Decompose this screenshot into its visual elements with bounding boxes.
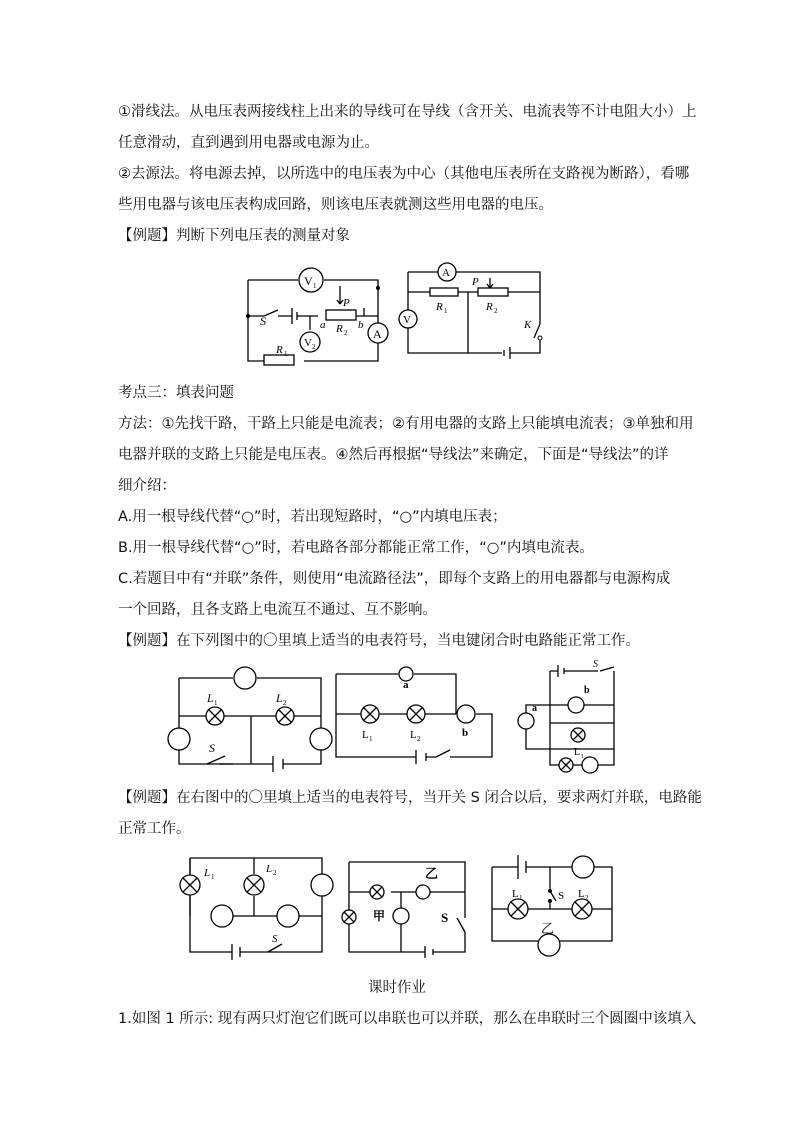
- v1-label: V: [304, 274, 313, 288]
- svg-text:L: L: [276, 691, 283, 705]
- svg-text:P: P: [343, 297, 350, 309]
- text-line-3: ②去源法。将电源去掉，以所选中的电压表为中心（其他电压表所在支路视为断路），看哪: [118, 166, 690, 182]
- text-line-2: 任意滑动，直到遇到用电器或电源为止。: [118, 135, 379, 151]
- svg-text:L: L: [266, 863, 273, 875]
- circuit-figure-3: [175, 664, 325, 774]
- svg-text:1: 1: [519, 894, 523, 902]
- homework-heading: 课时作业: [368, 980, 426, 996]
- method-c: C.若题目中有“并联”条件，则使用“电流路径法”，即每个支路上的用电器都与电源构成: [118, 571, 671, 587]
- circuit-figure-5: [516, 659, 616, 775]
- svg-text:2: 2: [344, 329, 348, 337]
- method-b: B.用一根导线代替“○”时，若电路各部分都能正常工作，“○”内填电流表。: [118, 540, 594, 556]
- circuit-figure-1: [240, 266, 390, 366]
- circuit-figure-2: [400, 266, 545, 358]
- svg-text:a: a: [320, 319, 326, 331]
- svg-text:V: V: [304, 337, 312, 349]
- svg-text:1: 1: [313, 282, 317, 290]
- svg-text:S: S: [593, 659, 598, 670]
- svg-text:乙: 乙: [541, 921, 555, 936]
- text-line-13: 一个回路，且各支路上电流互不通过、互不影响。: [118, 602, 437, 618]
- section-heading: 考点三：填表问题: [118, 385, 234, 401]
- svg-text:b: b: [462, 727, 469, 739]
- svg-text:乙: 乙: [425, 866, 439, 881]
- svg-text:A: A: [442, 267, 450, 279]
- text-line-1: ①滑线法。从电压表两接线柱上出来的导线可在导线（含开关、电流表等不计电阻大小）上: [118, 104, 697, 120]
- text-line-4: 些用电器与该电压表构成回路，则该电压表就测这些用电器的电压。: [118, 197, 553, 213]
- svg-text:L: L: [578, 888, 585, 900]
- svg-text:L: L: [512, 888, 519, 900]
- svg-text:P: P: [472, 276, 479, 288]
- switch-label: S: [260, 314, 266, 328]
- svg-text:2: 2: [585, 894, 589, 902]
- svg-text:L: L: [410, 729, 417, 741]
- text-line-8: 电器并联的支路上只能是电压表。④然后再根据“导线法”来确定，下面是“导线法”的详: [118, 447, 669, 463]
- ammeter-label: A: [373, 327, 382, 341]
- svg-text:R: R: [276, 344, 283, 356]
- svg-text:1: 1: [444, 307, 448, 315]
- example-heading-3: 【例题】在右图中的〇里填上适当的电表符号，当开关 S 闭合以后，要求两灯并联，电路能: [118, 790, 702, 806]
- circuit-figure-8: [490, 853, 615, 963]
- svg-text:甲: 甲: [373, 909, 386, 923]
- svg-text:2: 2: [417, 735, 421, 743]
- circuit-figure-7: [345, 858, 470, 958]
- text-line-7: 方法：①先找干路，干路上只能是电流表；②有用电器的支路上只能填电流表；③单独和用: [118, 416, 694, 432]
- svg-text:S: S: [272, 933, 278, 945]
- svg-text:1: 1: [284, 350, 288, 358]
- svg-text:V: V: [403, 314, 411, 326]
- svg-text:L: L: [204, 867, 211, 879]
- svg-text:S: S: [209, 741, 215, 755]
- svg-text:L: L: [574, 747, 581, 758]
- question-1: 1.如图 1 所示: 现有两只灯泡它们既可以串联也可以并联，那么在串联时三个圆圈中该填入: [118, 1011, 697, 1027]
- svg-text:1: 1: [369, 735, 373, 743]
- method-a: A.用一根导线代替“○”时，若出现短路时，“○”内填电压表；: [118, 509, 507, 525]
- svg-text:1: 1: [581, 754, 584, 760]
- svg-text:2: 2: [283, 699, 287, 707]
- svg-text:2: 2: [494, 307, 498, 315]
- svg-text:2: 2: [273, 869, 277, 877]
- svg-text:L: L: [362, 729, 369, 741]
- example-heading-2: 【例题】在下列图中的〇里填上适当的电表符号，当电键闭合时电路能正常工作。: [118, 633, 640, 649]
- example-heading-1: 【例题】判断下列电压表的测量对象: [118, 228, 350, 244]
- svg-text:R: R: [336, 323, 343, 335]
- text-line-9: 细介绍：: [118, 478, 176, 494]
- svg-text:2: 2: [312, 343, 316, 351]
- svg-text:K: K: [524, 319, 532, 331]
- svg-text:R: R: [436, 301, 443, 313]
- svg-text:S: S: [558, 890, 565, 902]
- svg-text:a: a: [532, 703, 537, 714]
- svg-text:R: R: [486, 301, 493, 313]
- svg-text:b: b: [358, 319, 364, 331]
- svg-text:1: 1: [214, 699, 218, 707]
- circuit-figure-6: [190, 856, 335, 956]
- text-line-16: 正常工作。: [118, 821, 191, 837]
- circuit-figure-4: [332, 670, 497, 765]
- svg-text:S: S: [441, 910, 449, 925]
- svg-text:a: a: [403, 679, 409, 691]
- svg-text:L: L: [207, 691, 214, 705]
- svg-text:1: 1: [211, 873, 215, 881]
- svg-text:b: b: [584, 685, 590, 696]
